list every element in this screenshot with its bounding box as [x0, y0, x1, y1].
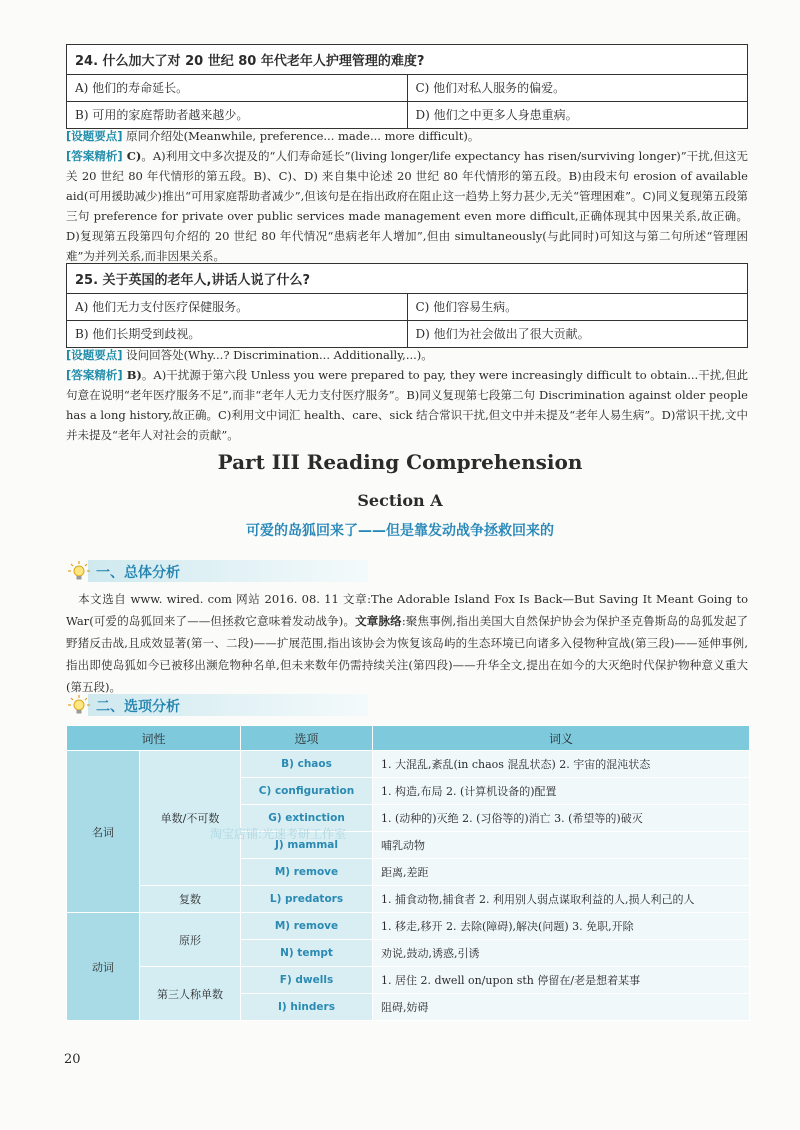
question-24-box [66, 44, 748, 129]
q24-point [66, 126, 748, 146]
option-word: L) predators [241, 886, 373, 913]
q25-point [66, 345, 748, 365]
point-text: 原同介绍处(Meanwhile, preference... made... more difficult)。 [122, 129, 480, 143]
option-d: D) 他们之中更多人身患重病。 [415, 108, 578, 122]
lightbulb-icon [68, 561, 90, 585]
option-word: I) hinders [241, 994, 373, 1021]
article-english-title: The Adorable Island Fox Is Back—But Saving It Meant Going to War [66, 592, 748, 628]
overview-heading: 一、总体分析 [96, 565, 180, 581]
option-word: M) remove [241, 859, 373, 886]
header-meaning: 词义 [373, 726, 750, 751]
pos-noun: 名词 [67, 751, 140, 913]
option-meaning: 1. (动种的)灭绝 2. (习俗等的)消亡 3. (希望等的)破灭 [373, 805, 750, 832]
group-singular: 单数/不可数 [140, 751, 241, 886]
option-c: C) 他们对私人服务的偏爱。 [415, 81, 566, 95]
option-b: B) 他们长期受到歧视。 [67, 321, 408, 347]
vocabulary-table [66, 725, 750, 1021]
table-row [67, 751, 750, 778]
part-title: Part III Reading Comprehension [217, 450, 583, 474]
option-word: J) mammal [241, 832, 373, 859]
point-tag: [设题要点] [66, 348, 123, 362]
option-meaning: 阻碍,妨碍 [373, 994, 750, 1021]
question-25-box [66, 263, 748, 348]
option-meaning: 劝说,鼓动,诱惑,引诱 [373, 940, 750, 967]
option-word: G) extinction [241, 805, 373, 832]
option-word: M) remove [241, 913, 373, 940]
group-plural: 复数 [140, 886, 241, 913]
context-label: 文章脉络 [355, 614, 402, 628]
option-c: C) 他们容易生病。 [415, 300, 518, 314]
source-prefix: 本文选自 www. wired. com 网站 2016. 08. 11 文章: [77, 592, 372, 606]
lightbulb-icon [68, 695, 90, 719]
answer-tag: [答案精析] [66, 368, 123, 382]
table-row [67, 913, 750, 940]
table-row [67, 886, 750, 913]
answer-letter: C) [122, 149, 142, 163]
option-meaning: 1. 构造,布局 2. (计算机设备的)配置 [373, 778, 750, 805]
page-number: 20 [64, 1052, 81, 1067]
option-a: A) 他们的寿命延长。 [67, 75, 408, 101]
option-word: C) configuration [241, 778, 373, 805]
options-row [67, 75, 747, 102]
option-word: B) chaos [241, 751, 373, 778]
option-a: A) 他们无力支付医疗保健服务。 [67, 294, 408, 320]
option-meaning: 1. 捕食动物,捕食者 2. 利用别人弱点谋取利益的人,损人利己的人 [373, 886, 750, 913]
answer-text: 。A)利用文中多次提及的“人们寿命延长”(living longer/life expectancy has risen/surviving longer)”干扰,但这无关 20 世纪 80 年代情形的第五段。B)、C)、D) 来自集中论述 20 世纪 80 年代情形的第五段。B)由段末句 erosion of available aid(可用援助减少)推出“可用家庭帮助者减少”,但该句是在指出政府在阻止这一趋势上努力甚少,无关“管理困难”。C)同义复现第五段第三句 preference for private over public services made management even more difficult,正确体现其中因果关系,故正确。D)复现第五段第四句介绍的 20 世纪 80 年代情况“患病老年人增加”,但由 simultaneously(与此同时)可知这与第二句所述“管理困难”为并列关系,而非因果关系。 [66, 149, 748, 263]
options-heading: 二、选项分析 [96, 699, 180, 715]
answer-text: 。A)干扰源于第六段 Unless you were prepared to pay, they were increasingly difficult to obtain...干扰,但此句意在说明“老年医疗服务不足”,而非“老年人无力支付医疗服务”。B)同义复现第七段第二句 Discrimination against older people has a long history,故正确。C)利用文中词汇 health、care、sick 结合常识干扰,但文中并未提及“老年人易生病”。D)常识干扰,文中并未提及“老年人对社会的贡献”。 [66, 368, 748, 442]
options-row [67, 102, 747, 128]
article-chinese-title: 可爱的岛狐回来了——但是靠发动战争拯救回来的 [246, 523, 554, 539]
option-b: B) 可用的家庭帮助者越来越少。 [67, 102, 408, 128]
article-chinese-gloss: (可爱的岛狐回来了——但拯救它意味着发动战争)。 [89, 614, 356, 628]
point-text: 设问回答处(Why...? Discrimination... Additionally,...)。 [122, 348, 433, 362]
watermark: 淘宝店铺:光速考研工作室 [210, 827, 347, 841]
table-row [67, 967, 750, 994]
overview-heading-bar [66, 560, 746, 582]
group-third-person: 第三人称单数 [140, 967, 241, 1021]
options-row [67, 321, 747, 347]
table-header-row [67, 726, 750, 751]
option-meaning: 1. 移走,移开 2. 去除(障碍),解决(问题) 3. 免职,开除 [373, 913, 750, 940]
answer-tag: [答案精析] [66, 149, 123, 163]
option-meaning: 距离,差距 [373, 859, 750, 886]
header-option: 选项 [241, 726, 373, 751]
header-pos: 词性 [67, 726, 241, 751]
q24-answer [66, 146, 748, 266]
options-row [67, 294, 747, 321]
pos-verb: 动词 [67, 913, 140, 1021]
overview-text [66, 588, 748, 698]
option-meaning: 哺乳动物 [373, 832, 750, 859]
options-heading-bar [66, 694, 746, 716]
option-d: D) 他们为社会做出了很大贡献。 [415, 327, 590, 341]
point-tag: [设题要点] [66, 129, 123, 143]
option-word: N) tempt [241, 940, 373, 967]
question-25-text: 25. 关于英国的老年人,讲话人说了什么? [67, 264, 747, 294]
option-word: F) dwells [241, 967, 373, 994]
group-base: 原形 [140, 913, 241, 967]
q25-answer [66, 365, 748, 445]
context-text: :聚焦事例,指出美国大自然保护协会为保护圣克鲁斯岛的岛狐发起了野猪反击战,且成效显著(第一、二段)——扩展范围,指出该协会为恢复该岛屿的生态环境已向诸多入侵物种宣战(第三段)——延伸事例,指出即使岛狐如今已被移出濒危物种名单,但未来数年仍需持续关注(第四段)——升华全文,提出在如今的大灭绝时代保护物种意义重大(第五段)。 [66, 614, 748, 694]
question-24-text: 24. 什么加大了对 20 世纪 80 年代老年人护理管理的难度? [67, 45, 747, 75]
option-meaning: 1. 大混乱,紊乱(in chaos 混乱状态) 2. 宇宙的混沌状态 [373, 751, 750, 778]
option-meaning: 1. 居住 2. dwell on/upon sth 停留在/老是想着某事 [373, 967, 750, 994]
section-title: Section A [357, 491, 443, 510]
answer-letter: B) [122, 368, 142, 382]
